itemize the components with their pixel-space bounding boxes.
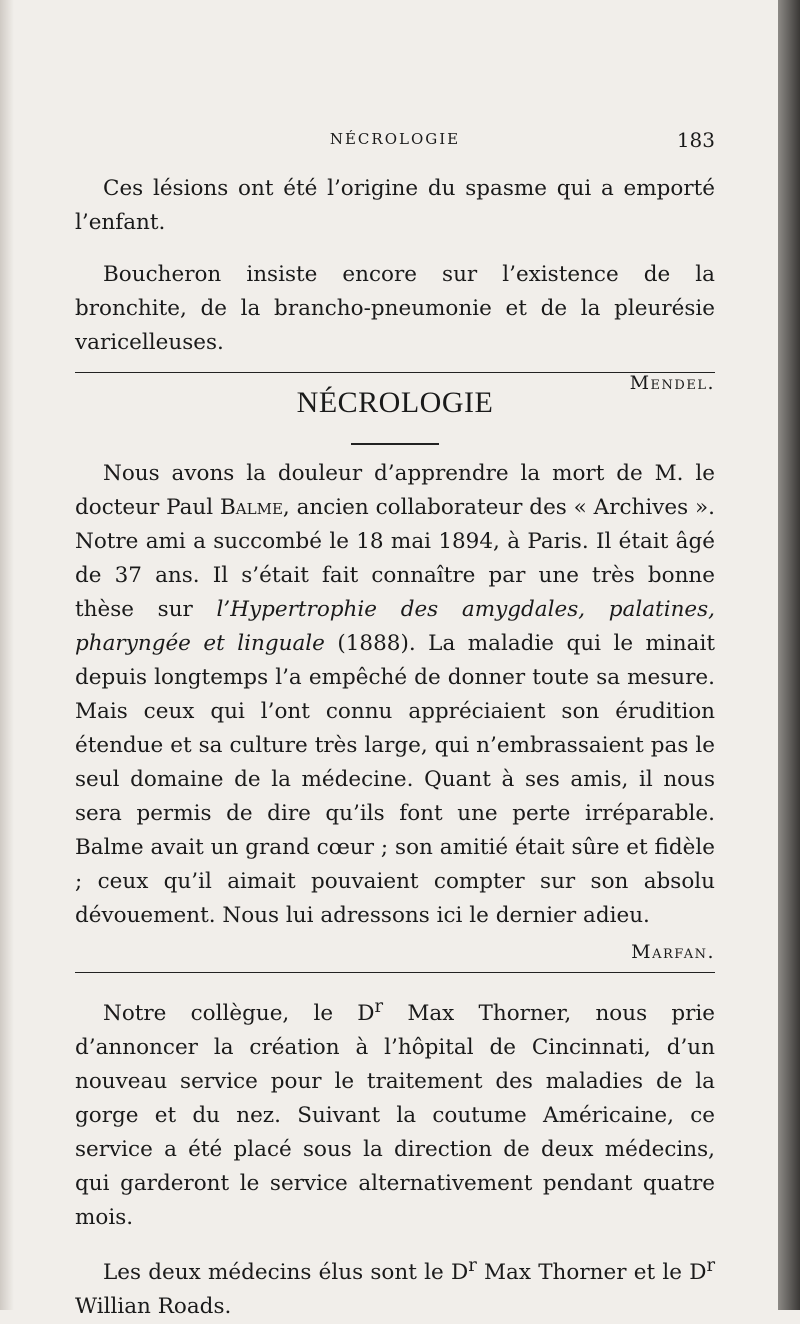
necrologie-text-b: , ancien collaborateur des « Archives ». Notre ami a succombé le 18 mai 1894, à Paris. Il était âgé de 37 ans. Il s’était fait connaître par une très bonne thèse sur bbox=[75, 495, 715, 622]
running-header bbox=[75, 128, 715, 152]
thesis-title: l’Hypertrophie des amygdales, palatines, pharyngée et linguale bbox=[75, 597, 716, 656]
doctor-abbrev-sup: r bbox=[706, 1255, 715, 1277]
necrologie-paragraph bbox=[75, 457, 715, 933]
book-spine-shadow bbox=[778, 0, 800, 1310]
running-header-title: NÉCROLOGIE bbox=[329, 130, 461, 148]
necrologie-text-c: (1888). La maladie qui le minait depuis longtemps l’a empêché de donner toute sa mesure. Mais ceux qui l’ont connu appréciaient son érudition étendue et sa culture très large, qui n’embrassaient pas le seul domaine de la médecine. Quant à ses amis, il nous sera permis de dire qu’ils font une perte irréparable. Balme avait un grand cœur ; son amitié était sûre et fidèle ; ceux qu’il aimait pouvaient compter sur son absolu dévouement. Nous lui adressons ici le dernier adieu. bbox=[75, 631, 715, 928]
necrologie-section bbox=[75, 457, 715, 969]
announcement-paragraph-1 bbox=[75, 990, 715, 1235]
necrologie-signature: Marfan. bbox=[631, 941, 715, 963]
announcement-section bbox=[75, 990, 715, 1324]
intro-section bbox=[75, 172, 715, 400]
announcement-text-a: Notre collègue, le D bbox=[103, 1001, 375, 1027]
doctor-abbrev-sup: r bbox=[374, 996, 384, 1017]
heading-underline-wrap bbox=[75, 443, 715, 445]
page-left-edge bbox=[0, 0, 14, 1310]
section-divider-1 bbox=[75, 372, 715, 373]
doctor-abbrev-sup: r bbox=[468, 1255, 477, 1277]
intro-signature: Mendel. bbox=[629, 372, 715, 394]
intro-paragraph-2: Boucheron insiste encore sur l’existence de la bronchite, de la brancho-pneumonie et de la pleurésie varicelleuses. bbox=[75, 262, 715, 355]
intro-paragraph-1: Ces lésions ont été l’origine du spasme qui a emporté l’enfant. bbox=[75, 176, 715, 235]
announcement-paragraph-2 bbox=[75, 1249, 715, 1324]
elected-text-a: Les deux médecins élus sont le D bbox=[103, 1260, 469, 1286]
page-number: 183 bbox=[676, 128, 715, 152]
necrologie-text-a: Nous avons la douleur d’apprendre la mort de M. le docteur Paul bbox=[75, 461, 715, 520]
section-divider-2 bbox=[75, 972, 715, 973]
elected-text-b: Max Thorner et le D bbox=[476, 1260, 707, 1286]
section-heading: NÉCROLOGIE bbox=[296, 386, 494, 419]
heading-underline bbox=[351, 443, 439, 445]
elected-text-c: Willian Roads. bbox=[75, 1294, 232, 1320]
announcement-text-b: Max Thorner, nous prie d’annoncer la création à l’hôpital de Cincinnati, d’un nouveau service pour le traitement des maladies de la gorge et du nez. Suivant la coutume Américaine, ce service a été placé sous la direction de deux médecins, qui garderont le service alternativement pendant quatre mois. bbox=[75, 1001, 715, 1231]
deceased-name: Balme bbox=[220, 495, 283, 520]
